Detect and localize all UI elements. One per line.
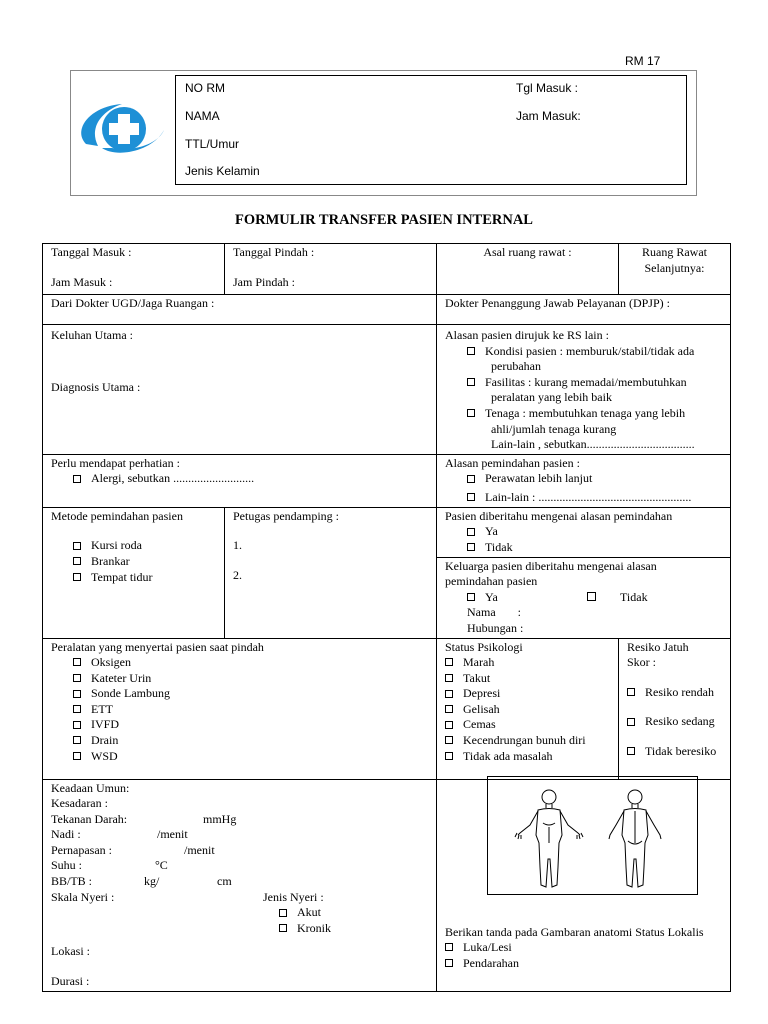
checkbox-icon[interactable] xyxy=(467,347,475,355)
drain-option: Drain xyxy=(91,733,119,748)
ya-option: Ya xyxy=(485,524,498,539)
lokasi-label: Lokasi : xyxy=(51,944,90,959)
psikologi-label: Status Psikologi xyxy=(445,639,523,654)
checkbox-icon[interactable] xyxy=(467,493,475,501)
pernapasan-label: Pernapasan : xyxy=(51,842,112,857)
alasan-rujuk-label: Alasan pasien dirujuk ke RS lain : xyxy=(445,328,609,342)
depresi-option: Depresi xyxy=(463,686,501,701)
resiko-sedang-option: Resiko sedang xyxy=(645,714,715,729)
form-code: RM 17 xyxy=(625,54,661,68)
resiko-jatuh-label: Resiko Jatuh xyxy=(627,639,689,654)
tgl-masuk-label: Tgl Masuk : xyxy=(516,81,579,95)
pasien-diberitahu-cell xyxy=(437,507,731,557)
checkbox-icon[interactable] xyxy=(73,658,81,666)
tenaga-option-cont: ahli/jumlah tenaga kurang xyxy=(491,421,617,436)
checkbox-icon[interactable] xyxy=(627,718,635,726)
keluarga-label: Keluarga pasien diberitahu mengenai alasan xyxy=(445,558,657,573)
jam-masuk-label: Jam Masuk : xyxy=(51,274,113,289)
petugas-label: Petugas pendamping : xyxy=(233,508,339,523)
kondisi-option-cont: perubahan xyxy=(491,359,541,374)
bunuh-diri-option: Kecendrungan bunuh diri xyxy=(463,733,586,748)
keadaan-umum-label: Keadaan Umun: xyxy=(51,780,130,795)
checkbox-icon[interactable] xyxy=(73,557,81,565)
fasilitas-option-cont: peralatan yang lebih baik xyxy=(491,390,612,405)
selanjutnya-label: Selanjutnya: xyxy=(644,260,705,275)
perlu-perhatian-label: Perlu mendapat perhatian : xyxy=(51,455,180,470)
checkbox-icon[interactable] xyxy=(445,690,453,698)
cm-unit: cm xyxy=(217,874,232,889)
checkbox-icon[interactable] xyxy=(467,593,475,601)
checkbox-icon[interactable] xyxy=(445,752,453,760)
peralatan-label: Peralatan yang menyertai pasien saat pindah xyxy=(51,639,264,654)
lain-lain-option: Lain-lain , sebutkan.................................... xyxy=(491,437,695,452)
suhu-label: Suhu : xyxy=(51,858,83,873)
alergi-option: Alergi, sebutkan ........................... xyxy=(91,471,255,486)
petugas-1: 1. xyxy=(233,538,242,553)
checkbox-icon[interactable] xyxy=(73,542,81,550)
ruang-rawat-selanjutnya-cell[interactable] xyxy=(619,244,731,295)
fasilitas-option: Fasilitas : kurang memadai/membutuhkan xyxy=(485,374,687,389)
checkbox-icon[interactable] xyxy=(279,909,287,917)
checkbox-icon[interactable] xyxy=(445,674,453,682)
suhu-unit: °C xyxy=(155,858,168,873)
form-title: FORMULIR TRANSFER PASIEN INTERNAL xyxy=(235,212,533,228)
metode-pemindahan-cell xyxy=(43,507,225,638)
durasi-label: Durasi : xyxy=(51,974,90,989)
kesadaran-label: Kesadaran : xyxy=(51,796,108,811)
lain-lain-option: Lain-lain : ................................................... xyxy=(485,489,692,504)
checkbox-icon[interactable] xyxy=(467,475,475,483)
hospital-cross-logo-icon xyxy=(76,100,168,156)
checkbox-icon[interactable] xyxy=(73,690,81,698)
checkbox-icon[interactable] xyxy=(279,924,287,932)
checkbox-icon[interactable] xyxy=(445,721,453,729)
checkbox-icon[interactable] xyxy=(73,721,81,729)
skala-nyeri-label: Skala Nyeri : xyxy=(51,889,115,904)
alasan-rujuk-cell xyxy=(437,325,731,455)
jenis-nyeri-label: Jenis Nyeri : xyxy=(263,889,324,904)
metode-label: Metode pemindahan pasien xyxy=(51,508,183,523)
dpjp-cell[interactable] xyxy=(437,295,731,325)
resiko-jatuh-cell xyxy=(619,638,731,779)
dari-dokter-label: Dari Dokter UGD/Jaga Ruangan : xyxy=(51,296,215,310)
sonde-option: Sonde Lambung xyxy=(91,686,170,701)
nama-label: Nama xyxy=(467,605,496,620)
nadi-label: Nadi : xyxy=(51,827,81,842)
nadi-unit: /menit xyxy=(157,827,188,842)
ett-option: ETT xyxy=(91,701,113,716)
asal-ruang-label: Asal ruang rawat : xyxy=(483,245,572,259)
keluarga-ya-option: Ya xyxy=(485,589,498,604)
alasan-pindah-cell xyxy=(437,454,731,507)
tenaga-option: Tenaga : membutuhkan tenaga yang lebih xyxy=(485,405,686,420)
marah-option: Marah xyxy=(463,655,495,670)
checkbox-icon[interactable] xyxy=(73,475,81,483)
anatomy-diagram-box[interactable] xyxy=(487,776,698,895)
checkbox-icon[interactable] xyxy=(73,573,81,581)
checkbox-icon[interactable] xyxy=(587,592,596,601)
checkbox-icon[interactable] xyxy=(445,943,453,951)
brankar-option: Brankar xyxy=(91,553,130,568)
keluhan-diagnosis-cell[interactable] xyxy=(43,325,437,455)
tempat-tidur-option: Tempat tidur xyxy=(91,569,153,584)
checkbox-icon[interactable] xyxy=(627,688,635,696)
jenis-kelamin-label: Jenis Kelamin xyxy=(185,164,260,178)
kondisi-option: Kondisi pasien : memburuk/stabil/tidak ada xyxy=(485,343,695,358)
perlu-perhatian-cell xyxy=(43,454,437,507)
hubungan-label: Hubungan : xyxy=(467,620,524,635)
petugas-pendamping-cell[interactable] xyxy=(225,507,437,638)
asal-ruang-cell[interactable] xyxy=(437,244,619,295)
ruang-rawat-label: Ruang Rawat xyxy=(642,245,707,259)
dari-dokter-cell[interactable] xyxy=(43,295,437,325)
kursi-roda-option: Kursi roda xyxy=(91,538,142,553)
checkbox-icon[interactable] xyxy=(445,959,453,967)
tanggal-masuk-cell[interactable] xyxy=(43,244,225,295)
tanggal-pindah-cell[interactable] xyxy=(225,244,437,295)
tanggal-pindah-label: Tanggal Pindah : xyxy=(233,245,315,259)
mmhg-unit: mmHg xyxy=(203,811,237,826)
petugas-2: 2. xyxy=(233,567,242,582)
checkbox-icon[interactable] xyxy=(467,528,475,536)
tidak-beresiko-option: Tidak beresiko xyxy=(645,743,717,758)
cemas-option: Cemas xyxy=(463,717,496,732)
checkbox-icon[interactable] xyxy=(627,747,635,755)
dpjp-label: Dokter Penanggung Jawab Pelayanan (DPJP) : xyxy=(445,296,670,310)
checkbox-icon[interactable] xyxy=(445,705,453,713)
alasan-pindah-label: Alasan pemindahan pasien : xyxy=(445,455,580,470)
human-body-outline-icon xyxy=(488,777,697,894)
no-rm-label: NO RM xyxy=(185,81,225,95)
checkbox-icon[interactable] xyxy=(73,705,81,713)
tanggal-masuk-label: Tanggal Masuk : xyxy=(51,245,132,259)
checkbox-icon[interactable] xyxy=(467,378,475,386)
status-psikologi-cell xyxy=(437,638,619,779)
oksigen-option: Oksigen xyxy=(91,655,131,670)
berikan-tanda-label: Berikan tanda pada Gambaran anatomi Status Lokalis xyxy=(445,924,704,939)
checkbox-icon[interactable] xyxy=(445,658,453,666)
kateter-option: Kateter Urin xyxy=(91,670,152,685)
bbtb-label: BB/TB : xyxy=(51,874,93,889)
kg-unit: kg/ xyxy=(144,874,160,889)
keluarga-diberitahu-cell xyxy=(437,557,731,638)
ivfd-option: IVFD xyxy=(91,717,120,732)
luka-lesi-option: Luka/Lesi xyxy=(463,940,512,955)
jam-pindah-label: Jam Pindah : xyxy=(233,274,295,289)
akut-option: Akut xyxy=(297,905,321,920)
keluarga-tidak-option: Tidak xyxy=(620,589,648,604)
kronik-option: Kronik xyxy=(297,920,331,935)
perawatan-option: Perawatan lebih lanjut xyxy=(485,471,593,486)
keluhan-utama-label: Keluhan Utama : xyxy=(51,328,133,342)
takut-option: Takut xyxy=(463,670,491,685)
skor-label: Skor : xyxy=(627,655,657,670)
peralatan-cell xyxy=(43,638,437,779)
checkbox-icon[interactable] xyxy=(73,674,81,682)
checkbox-icon[interactable] xyxy=(73,736,81,744)
keadaan-umum-cell xyxy=(43,779,437,991)
checkbox-icon[interactable] xyxy=(467,543,475,551)
checkbox-icon[interactable] xyxy=(73,752,81,760)
pernapasan-unit: /menit xyxy=(184,842,215,857)
pendarahan-option: Pendarahan xyxy=(463,955,519,970)
tidak-option: Tidak xyxy=(485,539,513,554)
ttl-umur-label: TTL/Umur xyxy=(185,137,239,151)
diagnosis-utama-label: Diagnosis Utama : xyxy=(51,379,141,394)
nama-colon: : xyxy=(517,605,521,620)
gelisah-option: Gelisah xyxy=(463,701,500,716)
jam-masuk-label: Jam Masuk: xyxy=(516,109,581,123)
keluarga-label-cont: pemindahan pasien xyxy=(445,574,538,589)
nama-label: NAMA xyxy=(185,109,220,123)
pasien-diberitahu-label: Pasien diberitahu mengenai alasan pemindahan xyxy=(445,508,673,523)
tekanan-darah-label: Tekanan Darah: xyxy=(51,811,128,826)
checkbox-icon[interactable] xyxy=(467,409,475,417)
resiko-rendah-option: Resiko rendah xyxy=(645,684,714,699)
checkbox-icon[interactable] xyxy=(445,736,453,744)
tidak-ada-masalah-option: Tidak ada masalah xyxy=(463,748,553,763)
wsd-option: WSD xyxy=(91,748,118,763)
